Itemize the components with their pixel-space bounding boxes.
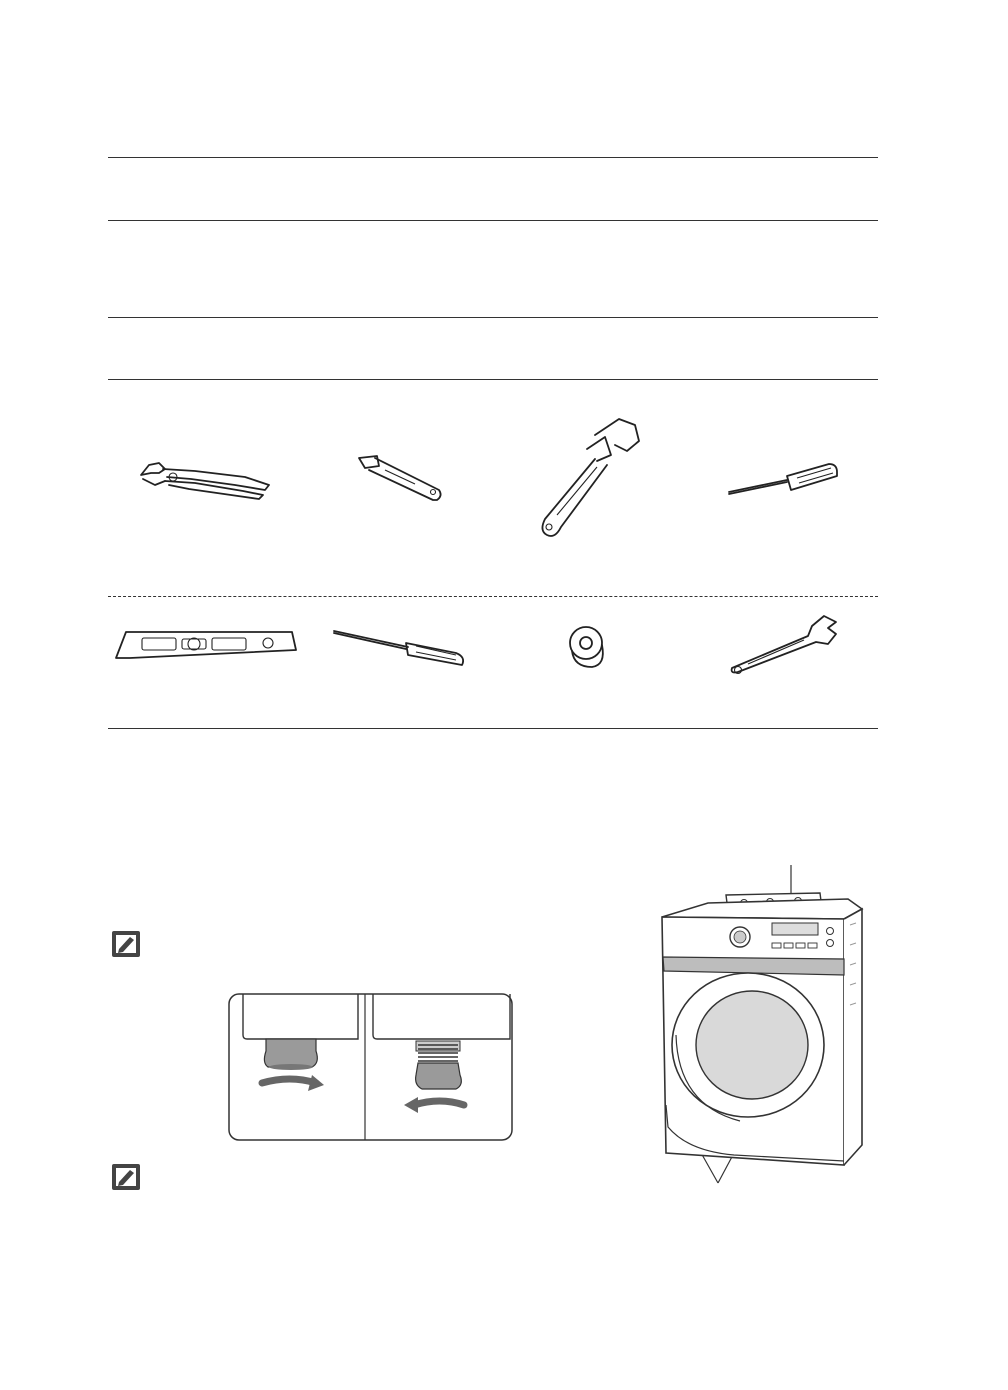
- phillips-screwdriver-icon: [330, 625, 470, 670]
- utility-knife-icon: [355, 452, 445, 504]
- section-rule-3: [108, 317, 878, 318]
- section-rule-5: [108, 728, 878, 729]
- tools-row-divider: [108, 596, 878, 597]
- open-end-wrench-icon: [728, 612, 843, 682]
- front-load-dryer-icon: [648, 865, 876, 1185]
- flathead-screwdriver-icon: [725, 460, 840, 500]
- level-icon: [112, 628, 297, 660]
- tape-roll-icon: [562, 623, 614, 671]
- leveling-leg-panel: [228, 993, 513, 1141]
- note-icon: [110, 929, 142, 959]
- section-rule-2: [108, 220, 878, 221]
- section-rule-4: [108, 379, 878, 380]
- pipe-wrench-icon: [535, 415, 645, 540]
- section-rule-1: [108, 157, 878, 158]
- pliers-icon: [135, 455, 275, 500]
- note-icon: [110, 1162, 142, 1192]
